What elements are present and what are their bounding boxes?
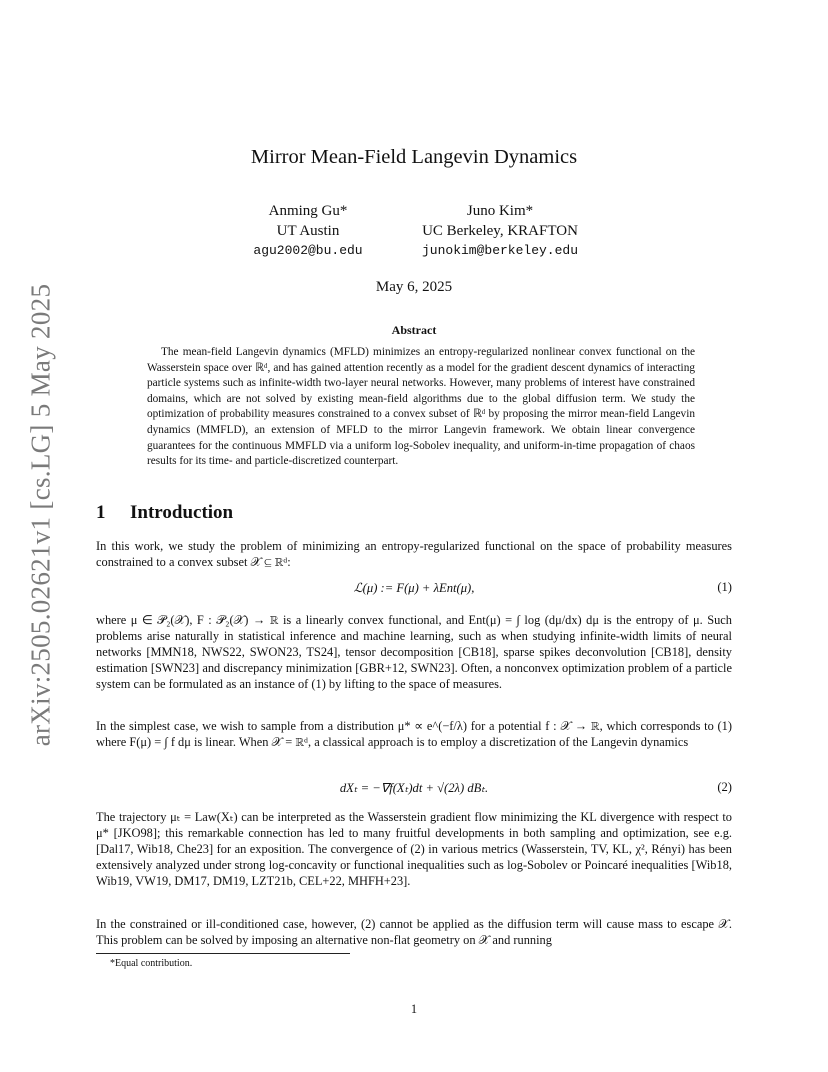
- arxiv-stamp: arXiv:2505.02621v1 [cs.LG] 5 May 2025: [25, 283, 56, 747]
- author-email: junokim@berkeley.edu: [421, 243, 579, 258]
- paragraph-1: In this work, we study the problem of minimizing an entropy-regularized functional on the space of probability measures constrained to a convex subset 𝒳 ⊆ ℝᵈ:: [96, 539, 732, 570]
- paragraph-2: where μ ∈ 𝒫₂(𝒳), F : 𝒫₂(𝒳) → ℝ is a linearly convex functional, and Ent(μ) = ∫ log (dμ/dx) dμ is the entropy of μ. Such problems arise naturally in statistical inference and machine learning, such as when studying infinite-width limits of neural networks [MMN18, NWS22, SWON23, TS24], tensor decomposition [CB18], sparse spikes deconvolution [CB18], density estimation [SWN23] and discrepancy minimization [GBR+12, SWN23]. Often, a nonconvex optimization problem of a particle system can be formulated as an instance of (1) by lifting to the space of measures.: [96, 613, 732, 692]
- author-email: agu2002@bu.edu: [253, 243, 363, 258]
- paragraph-3: In the simplest case, we wish to sample from a distribution μ* ∝ e^(−f/λ) for a potential f : 𝒳 → ℝ, which corresponds to (1) where F(μ) = ∫ f dμ is linear. When 𝒳 = ℝᵈ, a classical approach is to employ a discretization of the Langevin dynamics: [96, 719, 732, 750]
- abstract-text: The mean-field Langevin dynamics (MFLD) minimizes an entropy-regularized nonlinear convex functional on the Wasserstein space over ℝᵈ, and has gained attention recently as a model for the gradient descent dynamics of interacting particle systems such as infinite-width two-layer neural networks. However, many problems of interest have constrained domains, which are not solved by existing mean-field algorithms due to the global diffusion term. We study the optimization of probability measures constrained to a convex subset of ℝᵈ by proposing the mirror mean-field Langevin dynamics (MMFLD), an extension of MFLD to the mirror Langevin framework. We obtain linear convergence guarantees for the continuous MMFLD via a uniform log-Sobolev inequality, and uniform-in-time propagation of chaos results for its time- and particle-discretized counterpart.: [147, 346, 695, 468]
- section-number: 1: [96, 502, 106, 523]
- footnote-rule: [96, 953, 350, 954]
- author-block-2: [380, 201, 620, 261]
- author-name: Anming Gu*: [268, 203, 348, 219]
- equation-1: [96, 580, 732, 598]
- equation-tag: (2): [717, 780, 732, 794]
- paper-date: May 6, 2025: [375, 279, 453, 295]
- equation-body: ℒ(μ) := F(μ) + λEnt(μ),: [353, 581, 475, 595]
- author-name: Juno Kim*: [466, 203, 534, 219]
- paragraph-5: In the constrained or ill-conditioned case, however, (2) cannot be applied as the diffusion term will cause mass to escape 𝒳. This problem can be solved by imposing an alternative non-flat geometry on 𝒳 and running: [96, 917, 732, 948]
- section-heading: [96, 502, 233, 524]
- paper-title: Mirror Mean-Field Langevin Dynamics: [250, 146, 578, 168]
- author-affiliation: UC Berkeley, KRAFTON: [422, 223, 578, 239]
- author-affiliation: UT Austin: [276, 223, 340, 239]
- equation-2: [96, 780, 732, 798]
- equation-body: dXₜ = −∇f(Xₜ)dt + √(2λ) dBₜ.: [339, 781, 489, 795]
- abstract-heading: Abstract: [391, 323, 437, 337]
- paragraph-4: The trajectory μₜ = Law(Xₜ) can be interpreted as the Wasserstein gradient flow minimizing the KL divergence with respect to μ* [JKO98]; this remarkable connection has led to many fruitful developments in both sampling and optimization, see e.g. [Dal17, Wib18, Che23] for an exposition. The convergence of (2) in various metrics (Wasserstein, TV, KL, χ², Rényi) has been extensively analyzed under strong log-concavity or functional inequalities such as log-Sobolev or Poincaré inequalities [Wib18, Wib19, VW19, DM17, DM19, LZT21b, CEL+22, MHFH+23].: [96, 810, 732, 889]
- footnote: *Equal contribution.: [110, 958, 193, 969]
- section-title: Introduction: [130, 502, 234, 523]
- page-number: 1: [410, 1002, 418, 1016]
- equation-tag: (1): [717, 580, 732, 594]
